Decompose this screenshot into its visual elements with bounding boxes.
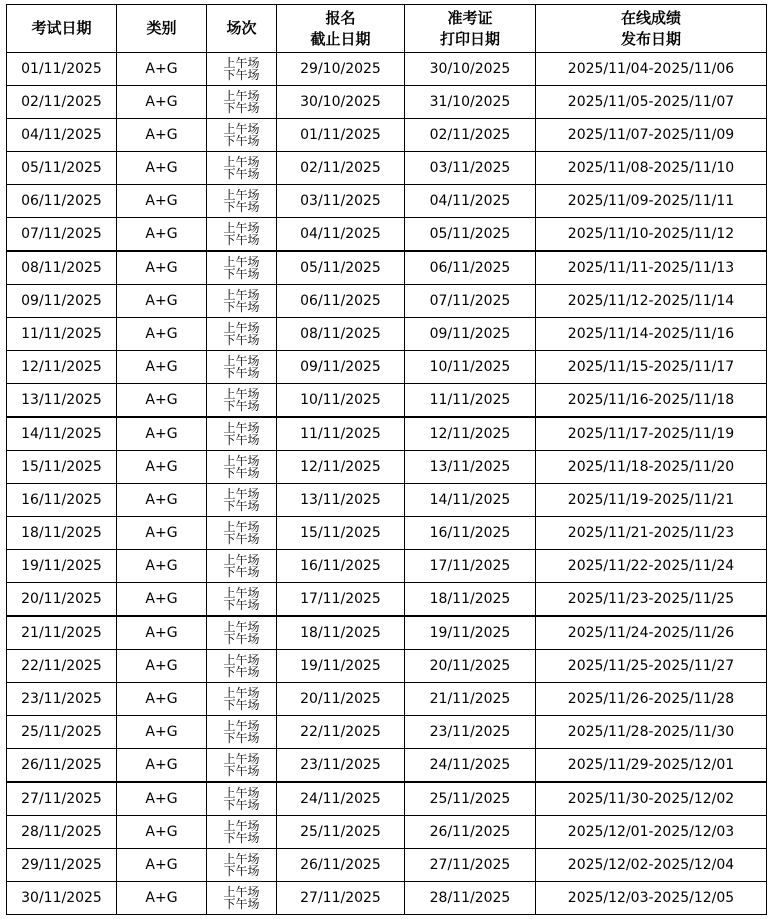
cell-category: A+G xyxy=(117,417,207,451)
cell-exam-date: 11/11/2025 xyxy=(7,318,117,351)
cell-online-score-release: 2025/11/28-2025/11/30 xyxy=(536,716,767,749)
cell-exam-date: 25/11/2025 xyxy=(7,716,117,749)
cell-category: A+G xyxy=(117,285,207,318)
cell-admission-ticket-print: 19/11/2025 xyxy=(405,616,536,650)
cell-session-am: 上午场 xyxy=(223,653,260,667)
cell-registration-deadline: 02/11/2025 xyxy=(277,152,405,185)
cell-session xyxy=(207,716,277,749)
cell-registration-deadline: 05/11/2025 xyxy=(277,251,405,285)
cell-session-am: 上午场 xyxy=(223,686,260,700)
cell-registration-deadline: 04/11/2025 xyxy=(277,218,405,252)
cell-session-am: 上午场 xyxy=(223,786,260,800)
table-row xyxy=(7,417,767,451)
table-row xyxy=(7,583,767,617)
cell-online-score-release: 2025/11/16-2025/11/18 xyxy=(536,384,767,418)
cell-exam-date: 13/11/2025 xyxy=(7,384,117,418)
cell-session-am: 上午场 xyxy=(223,885,260,899)
cell-session xyxy=(207,882,277,915)
cell-exam-date: 08/11/2025 xyxy=(7,251,117,285)
cell-session-pm: 下午场 xyxy=(223,831,260,845)
cell-online-score-release: 2025/11/04-2025/11/06 xyxy=(536,53,767,86)
cell-session-pm: 下午场 xyxy=(223,267,260,281)
cell-registration-deadline: 23/11/2025 xyxy=(277,749,405,783)
cell-session xyxy=(207,152,277,185)
cell-category: A+G xyxy=(117,849,207,882)
header-admission-ticket-line-2: 打印日期 xyxy=(439,29,500,48)
cell-category: A+G xyxy=(117,550,207,583)
header-online-score-line-2: 发布日期 xyxy=(620,29,681,48)
cell-session xyxy=(207,218,277,252)
cell-registration-deadline: 12/11/2025 xyxy=(277,451,405,484)
header-online-score-line-1: 在线成绩 xyxy=(620,8,681,27)
header-registration-deadline-line-1: 报名 xyxy=(325,8,356,27)
cell-exam-date: 15/11/2025 xyxy=(7,451,117,484)
table-row xyxy=(7,882,767,915)
cell-session-pm: 下午场 xyxy=(223,68,260,82)
cell-exam-date: 23/11/2025 xyxy=(7,683,117,716)
cell-exam-date: 30/11/2025 xyxy=(7,882,117,915)
cell-registration-deadline: 19/11/2025 xyxy=(277,650,405,683)
table-row xyxy=(7,616,767,650)
cell-session xyxy=(207,86,277,119)
cell-category: A+G xyxy=(117,218,207,252)
cell-registration-deadline: 10/11/2025 xyxy=(277,384,405,418)
cell-session-pm: 下午场 xyxy=(223,333,260,347)
cell-admission-ticket-print: 17/11/2025 xyxy=(405,550,536,583)
cell-online-score-release: 2025/11/25-2025/11/27 xyxy=(536,650,767,683)
cell-exam-date: 05/11/2025 xyxy=(7,152,117,185)
cell-session-pm: 下午场 xyxy=(223,101,260,115)
cell-category: A+G xyxy=(117,185,207,218)
cell-admission-ticket-print: 10/11/2025 xyxy=(405,351,536,384)
cell-category: A+G xyxy=(117,484,207,517)
cell-registration-deadline: 03/11/2025 xyxy=(277,185,405,218)
cell-category: A+G xyxy=(117,716,207,749)
header-admission-ticket-line-1: 准考证 xyxy=(447,8,493,27)
table-row xyxy=(7,451,767,484)
cell-exam-date: 22/11/2025 xyxy=(7,650,117,683)
table-row xyxy=(7,650,767,683)
table-row xyxy=(7,251,767,285)
table-row xyxy=(7,53,767,86)
cell-session-am: 上午场 xyxy=(223,387,260,401)
cell-session-pm: 下午场 xyxy=(223,532,260,546)
cell-session-am: 上午场 xyxy=(223,354,260,368)
cell-registration-deadline: 29/10/2025 xyxy=(277,53,405,86)
cell-session xyxy=(207,119,277,152)
cell-admission-ticket-print: 07/11/2025 xyxy=(405,285,536,318)
cell-session-am: 上午场 xyxy=(223,321,260,335)
cell-admission-ticket-print: 11/11/2025 xyxy=(405,384,536,418)
cell-session-am: 上午场 xyxy=(223,421,260,435)
cell-online-score-release: 2025/11/18-2025/11/20 xyxy=(536,451,767,484)
cell-session-am: 上午场 xyxy=(223,255,260,269)
cell-category: A+G xyxy=(117,86,207,119)
cell-session xyxy=(207,550,277,583)
cell-admission-ticket-print: 04/11/2025 xyxy=(405,185,536,218)
cell-session-am: 上午场 xyxy=(223,553,260,567)
cell-session xyxy=(207,683,277,716)
cell-session xyxy=(207,517,277,550)
table-row xyxy=(7,152,767,185)
header-exam-date: 考试日期 xyxy=(7,5,117,53)
cell-category: A+G xyxy=(117,152,207,185)
cell-registration-deadline: 18/11/2025 xyxy=(277,616,405,650)
cell-exam-date: 29/11/2025 xyxy=(7,849,117,882)
table-row xyxy=(7,550,767,583)
cell-session-am: 上午场 xyxy=(223,221,260,235)
cell-online-score-release: 2025/12/02-2025/12/04 xyxy=(536,849,767,882)
cell-admission-ticket-print: 13/11/2025 xyxy=(405,451,536,484)
cell-admission-ticket-print: 27/11/2025 xyxy=(405,849,536,882)
cell-online-score-release: 2025/11/19-2025/11/21 xyxy=(536,484,767,517)
cell-session-am: 上午场 xyxy=(223,56,260,70)
cell-exam-date: 12/11/2025 xyxy=(7,351,117,384)
table-row xyxy=(7,285,767,318)
cell-session-am: 上午场 xyxy=(223,620,260,634)
cell-registration-deadline: 22/11/2025 xyxy=(277,716,405,749)
cell-session-am: 上午场 xyxy=(223,819,260,833)
cell-exam-date: 06/11/2025 xyxy=(7,185,117,218)
cell-exam-date: 14/11/2025 xyxy=(7,417,117,451)
header-admission-ticket-print xyxy=(405,5,536,53)
cell-exam-date: 26/11/2025 xyxy=(7,749,117,783)
cell-session-am: 上午场 xyxy=(223,122,260,136)
cell-admission-ticket-print: 03/11/2025 xyxy=(405,152,536,185)
cell-session xyxy=(207,251,277,285)
table-row xyxy=(7,683,767,716)
cell-registration-deadline: 17/11/2025 xyxy=(277,583,405,617)
cell-admission-ticket-print: 06/11/2025 xyxy=(405,251,536,285)
table-row xyxy=(7,716,767,749)
cell-online-score-release: 2025/11/09-2025/11/11 xyxy=(536,185,767,218)
cell-online-score-release: 2025/11/08-2025/11/10 xyxy=(536,152,767,185)
cell-registration-deadline: 06/11/2025 xyxy=(277,285,405,318)
cell-session xyxy=(207,384,277,418)
cell-session-am: 上午场 xyxy=(223,454,260,468)
cell-session xyxy=(207,185,277,218)
cell-session-am: 上午场 xyxy=(223,586,260,600)
cell-online-score-release: 2025/11/10-2025/11/12 xyxy=(536,218,767,252)
cell-online-score-release: 2025/11/07-2025/11/09 xyxy=(536,119,767,152)
cell-session xyxy=(207,451,277,484)
cell-session-pm: 下午场 xyxy=(223,731,260,745)
table-row xyxy=(7,318,767,351)
cell-online-score-release: 2025/11/26-2025/11/28 xyxy=(536,683,767,716)
header-session: 场次 xyxy=(207,5,277,53)
cell-registration-deadline: 27/11/2025 xyxy=(277,882,405,915)
cell-registration-deadline: 15/11/2025 xyxy=(277,517,405,550)
cell-admission-ticket-print: 09/11/2025 xyxy=(405,318,536,351)
cell-registration-deadline: 09/11/2025 xyxy=(277,351,405,384)
cell-registration-deadline: 01/11/2025 xyxy=(277,119,405,152)
cell-online-score-release: 2025/12/01-2025/12/03 xyxy=(536,816,767,849)
cell-session-am: 上午场 xyxy=(223,719,260,733)
cell-session xyxy=(207,782,277,816)
table-row xyxy=(7,185,767,218)
table-row xyxy=(7,849,767,882)
cell-admission-ticket-print: 20/11/2025 xyxy=(405,650,536,683)
cell-session-pm: 下午场 xyxy=(223,798,260,812)
cell-session xyxy=(207,53,277,86)
cell-category: A+G xyxy=(117,583,207,617)
cell-session xyxy=(207,650,277,683)
cell-exam-date: 16/11/2025 xyxy=(7,484,117,517)
cell-session xyxy=(207,351,277,384)
cell-exam-date: 28/11/2025 xyxy=(7,816,117,849)
cell-session xyxy=(207,583,277,617)
cell-admission-ticket-print: 31/10/2025 xyxy=(405,86,536,119)
header-registration-deadline xyxy=(277,5,405,53)
cell-admission-ticket-print: 24/11/2025 xyxy=(405,749,536,783)
cell-category: A+G xyxy=(117,384,207,418)
table-row xyxy=(7,119,767,152)
cell-session-pm: 下午场 xyxy=(223,665,260,679)
cell-category: A+G xyxy=(117,650,207,683)
table-row xyxy=(7,816,767,849)
cell-session-pm: 下午场 xyxy=(223,134,260,148)
cell-session-pm: 下午场 xyxy=(223,167,260,181)
cell-registration-deadline: 26/11/2025 xyxy=(277,849,405,882)
cell-category: A+G xyxy=(117,816,207,849)
cell-category: A+G xyxy=(117,782,207,816)
exam-schedule-table xyxy=(6,4,767,915)
cell-category: A+G xyxy=(117,616,207,650)
cell-session-pm: 下午场 xyxy=(223,233,260,247)
cell-session-pm: 下午场 xyxy=(223,200,260,214)
cell-session-pm: 下午场 xyxy=(223,466,260,480)
cell-category: A+G xyxy=(117,683,207,716)
cell-online-score-release: 2025/11/24-2025/11/26 xyxy=(536,616,767,650)
table-row xyxy=(7,86,767,119)
table-row xyxy=(7,782,767,816)
cell-admission-ticket-print: 14/11/2025 xyxy=(405,484,536,517)
cell-registration-deadline: 11/11/2025 xyxy=(277,417,405,451)
cell-category: A+G xyxy=(117,119,207,152)
cell-category: A+G xyxy=(117,882,207,915)
cell-session xyxy=(207,749,277,783)
cell-online-score-release: 2025/11/15-2025/11/17 xyxy=(536,351,767,384)
header-category: 类别 xyxy=(117,5,207,53)
cell-category: A+G xyxy=(117,749,207,783)
cell-session xyxy=(207,816,277,849)
header-row xyxy=(7,5,767,53)
cell-online-score-release: 2025/11/14-2025/11/16 xyxy=(536,318,767,351)
cell-session-pm: 下午场 xyxy=(223,565,260,579)
cell-admission-ticket-print: 12/11/2025 xyxy=(405,417,536,451)
cell-category: A+G xyxy=(117,351,207,384)
cell-registration-deadline: 08/11/2025 xyxy=(277,318,405,351)
cell-session-am: 上午场 xyxy=(223,487,260,501)
cell-category: A+G xyxy=(117,251,207,285)
table-header xyxy=(7,5,767,53)
cell-session-am: 上午场 xyxy=(223,188,260,202)
cell-exam-date: 01/11/2025 xyxy=(7,53,117,86)
cell-online-score-release: 2025/11/30-2025/12/02 xyxy=(536,782,767,816)
cell-session xyxy=(207,484,277,517)
table-row xyxy=(7,749,767,783)
table-row xyxy=(7,517,767,550)
cell-exam-date: 04/11/2025 xyxy=(7,119,117,152)
cell-online-score-release: 2025/11/23-2025/11/25 xyxy=(536,583,767,617)
cell-online-score-release: 2025/11/12-2025/11/14 xyxy=(536,285,767,318)
cell-registration-deadline: 13/11/2025 xyxy=(277,484,405,517)
table-body xyxy=(7,53,767,915)
cell-online-score-release: 2025/11/11-2025/11/13 xyxy=(536,251,767,285)
cell-exam-date: 21/11/2025 xyxy=(7,616,117,650)
cell-session-pm: 下午场 xyxy=(223,598,260,612)
cell-admission-ticket-print: 28/11/2025 xyxy=(405,882,536,915)
cell-session xyxy=(207,849,277,882)
cell-session-pm: 下午场 xyxy=(223,499,260,513)
cell-category: A+G xyxy=(117,451,207,484)
cell-session-am: 上午场 xyxy=(223,288,260,302)
cell-admission-ticket-print: 25/11/2025 xyxy=(405,782,536,816)
cell-admission-ticket-print: 26/11/2025 xyxy=(405,816,536,849)
cell-session-pm: 下午场 xyxy=(223,764,260,778)
cell-admission-ticket-print: 02/11/2025 xyxy=(405,119,536,152)
cell-session xyxy=(207,285,277,318)
cell-session-am: 上午场 xyxy=(223,752,260,766)
cell-registration-deadline: 24/11/2025 xyxy=(277,782,405,816)
cell-admission-ticket-print: 30/10/2025 xyxy=(405,53,536,86)
cell-online-score-release: 2025/11/22-2025/11/24 xyxy=(536,550,767,583)
table-row xyxy=(7,218,767,252)
cell-online-score-release: 2025/11/29-2025/12/01 xyxy=(536,749,767,783)
header-registration-deadline-line-2: 截止日期 xyxy=(310,29,371,48)
cell-exam-date: 02/11/2025 xyxy=(7,86,117,119)
cell-session-pm: 下午场 xyxy=(223,698,260,712)
cell-exam-date: 19/11/2025 xyxy=(7,550,117,583)
cell-online-score-release: 2025/11/21-2025/11/23 xyxy=(536,517,767,550)
cell-admission-ticket-print: 23/11/2025 xyxy=(405,716,536,749)
cell-admission-ticket-print: 16/11/2025 xyxy=(405,517,536,550)
cell-session-am: 上午场 xyxy=(223,155,260,169)
cell-registration-deadline: 16/11/2025 xyxy=(277,550,405,583)
cell-session-am: 上午场 xyxy=(223,89,260,103)
cell-online-score-release: 2025/11/17-2025/11/19 xyxy=(536,417,767,451)
cell-session-am: 上午场 xyxy=(223,520,260,534)
cell-admission-ticket-print: 05/11/2025 xyxy=(405,218,536,252)
cell-category: A+G xyxy=(117,517,207,550)
cell-exam-date: 20/11/2025 xyxy=(7,583,117,617)
cell-category: A+G xyxy=(117,318,207,351)
table-row xyxy=(7,351,767,384)
header-online-score-release xyxy=(536,5,767,53)
cell-session-pm: 下午场 xyxy=(223,864,260,878)
cell-exam-date: 18/11/2025 xyxy=(7,517,117,550)
cell-session-pm: 下午场 xyxy=(223,433,260,447)
cell-registration-deadline: 20/11/2025 xyxy=(277,683,405,716)
cell-session-pm: 下午场 xyxy=(223,632,260,646)
cell-exam-date: 09/11/2025 xyxy=(7,285,117,318)
cell-registration-deadline: 25/11/2025 xyxy=(277,816,405,849)
cell-online-score-release: 2025/11/05-2025/11/07 xyxy=(536,86,767,119)
table-row xyxy=(7,484,767,517)
cell-registration-deadline: 30/10/2025 xyxy=(277,86,405,119)
cell-admission-ticket-print: 18/11/2025 xyxy=(405,583,536,617)
cell-exam-date: 07/11/2025 xyxy=(7,218,117,252)
cell-session xyxy=(207,616,277,650)
cell-online-score-release: 2025/12/03-2025/12/05 xyxy=(536,882,767,915)
cell-category: A+G xyxy=(117,53,207,86)
cell-session-pm: 下午场 xyxy=(223,399,260,413)
cell-session xyxy=(207,318,277,351)
cell-session-pm: 下午场 xyxy=(223,300,260,314)
cell-session-pm: 下午场 xyxy=(223,897,260,911)
cell-session-am: 上午场 xyxy=(223,852,260,866)
cell-admission-ticket-print: 21/11/2025 xyxy=(405,683,536,716)
cell-session xyxy=(207,417,277,451)
cell-session-pm: 下午场 xyxy=(223,366,260,380)
cell-exam-date: 27/11/2025 xyxy=(7,782,117,816)
table-row xyxy=(7,384,767,418)
